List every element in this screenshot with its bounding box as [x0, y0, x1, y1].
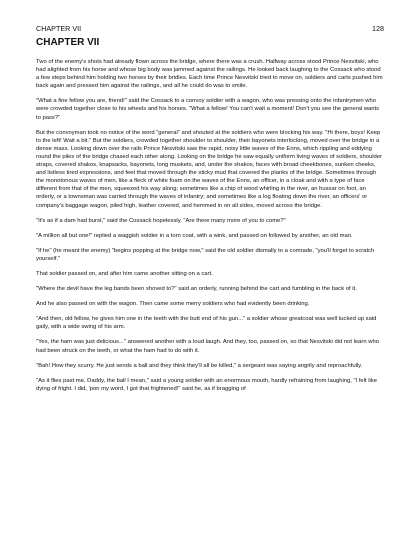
paragraph: And he also passed on with the wagon. Then came some merry soldiers who had evidently been drinking.	[36, 301, 310, 308]
paragraph: Two of the enemy's shots had already flown across the bridge, where there was a crush. Halfway across stood Prince Nesvitski, who had alighted from his horse and whose big body was jammed against the railings. He looked back laughing to the Cossack who stood a few steps behind him holding two horses by their bridles. Each time Prince Nesvitski tried to move on, soldiers and carts pushed him back again and pressed him against the railings, and all he could do was to smile.	[36, 59, 383, 90]
body-text	[36, 58, 384, 393]
chapter-title: CHAPTER VII	[36, 37, 100, 48]
paragraph: But the convoyman took no notice of the word "general" and shouted at the soldiers who were blocking his way. "Hi there, boys! Keep to the left! Wait a bit." But the soldiers, crowded together shoulder to shoulder, their bayonets interlocking, moved over the bridge in a dense mass. Looking down over the rails Prince Nesvitski saw the rapid, noisy little waves of the Enns, which rippling and eddying round the piles of the bridge chased each other along. Looking on the bridge he saw equally uniform living waves of soldiers, shoulder straps, covered shakos, knapsacks, bayonets, long muskets, and, under the shakos, faces with broad cheekbones, sunken cheeks, and listless tired expressions, and feet that moved through the sticky mud that covered the planks of the bridge. Sometimes through the monotonous waves of men, like a fleck of white foam on the waves of the Enns, an officer, in a cloak and with a type of face different from that of the men, squeezed his way along; sometimes like a chip of wood whirling in the river, an hussar on foot, an orderly, or a townsman was carried through the waves of infantry; and sometimes like a log floating down the river, an officers' or company's baggage wagon, piled high, leather covered, and hemmed in on all sides, moved across the bridge.	[36, 129, 382, 209]
paragraph: "What a fine fellow you are, friend!" said the Cossack to a convoy soldier with a wagon, who was pressing onto the infantrymen who were crowded together close to his wheels and his horses. "What a fellow! You can't wait a moment! Don't you see the general wants to pass?"	[36, 98, 380, 121]
running-title: CHAPTER VII	[36, 24, 82, 33]
page-number: 128	[372, 24, 384, 33]
document-page	[36, 24, 384, 400]
paragraph: "It's as if a dam had burst," said the Cossack hopelessly. "Are there many more of you to come?"	[36, 217, 286, 224]
paragraph: "If he" (he meant the enemy) "begins popping at the bridge now," said the old soldier dismally to a comrade, "you'll forget to scratch yourself."	[36, 247, 375, 262]
paragraph: "As it flies past me, Daddy, the ball I mean," said a young soldier with an enormous mouth, hardly refraining from laughing, "I felt like dying of fright. I did, 'pon my word, I got that frightened!" said he, as if bragging of	[36, 377, 378, 392]
paragraph: "Bah! How they scurry. He just sends a ball and they think they'll all be killed," a sergeant was saying angrily and reproachfully.	[36, 362, 363, 369]
paragraph: "Yes, the ham was just delicious..." answered another with a loud laugh. And they, too, passed on, so that Nesvitski did not learn who had been struck on the teeth, or what the ham had to do with it.	[36, 339, 379, 354]
paragraph: "And then, old fellow, he gives him one in the teeth with the butt end of his gun..." a soldier whose greatcoat was well tucked up said gaily, with a wide swing of his arm.	[36, 316, 377, 331]
running-header	[36, 24, 384, 33]
paragraph: "A million all but one!" replied a waggish soldier in a torn coat, with a wink, and passed on followed by another, an old man.	[36, 232, 353, 239]
paragraph: "Where the devil have the leg bands been shoved to?" said an orderly, running behind the cart and fumbling in the back of it.	[36, 286, 357, 293]
paragraph: That soldier passed on, and after him came another sitting on a cart.	[36, 270, 213, 277]
